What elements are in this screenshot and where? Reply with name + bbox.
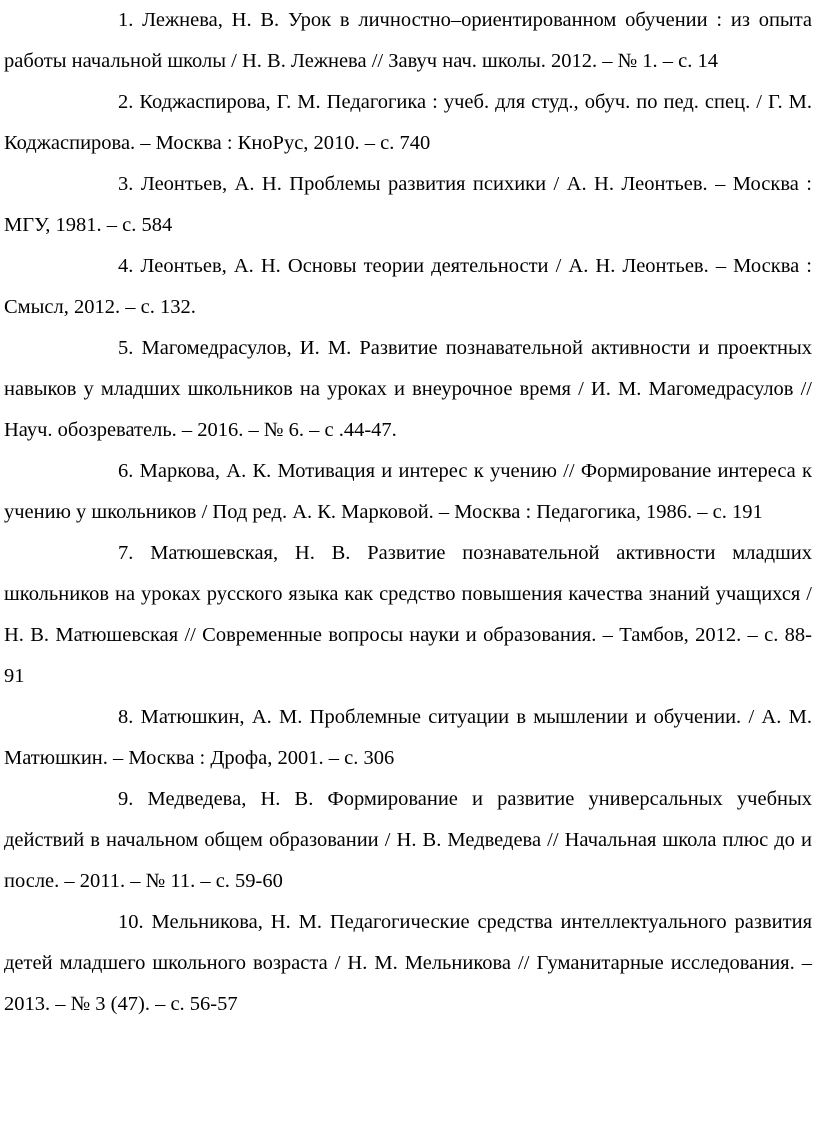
reference-text: Матюшкин, А. М. Проблемные ситуации в мышлении и обучении. / А. М. Матюшкин. – Москва : Дрофа, 2001. – с. 306	[4, 706, 812, 769]
reference-list	[4, 0, 812, 1025]
reference-item-2	[4, 82, 812, 164]
reference-number: 4.	[118, 255, 134, 277]
reference-number: 10.	[118, 911, 144, 933]
reference-text: Леонтьев, А. Н. Основы теории деятельности / А. Н. Леонтьев. – Москва : Смысл, 2012. – с. 132.	[4, 255, 812, 318]
reference-item-5	[4, 328, 812, 451]
reference-item-6	[4, 451, 812, 533]
reference-number: 9.	[118, 788, 134, 810]
reference-text: Лежнева, Н. В. Урок в личностно–ориентированном обучении : из опыта работы начальной школы / Н. В. Лежнева // Завуч нач. школы. 2012. – № 1. – с. 14	[4, 9, 812, 72]
reference-text: Магомедрасулов, И. М. Развитие познавательной активности и проектных навыков у младших школьников на уроках и внеурочное время / И. М. Магомедрасулов // Науч. обозреватель. – 2016. – № 6. – с .44-47.	[4, 337, 813, 441]
reference-item-8	[4, 697, 812, 779]
reference-item-3	[4, 164, 812, 246]
reference-text: Матюшевская, Н. В. Развитие познавательной активности младших школьников на уроках русского языка как средство повышения качества знаний учащихся / Н. В. Матюшевская // Современные вопросы науки и образования. – Тамбов, 2012. – с. 88-91	[4, 542, 813, 687]
reference-number: 3.	[118, 173, 134, 195]
reference-number: 5.	[118, 337, 134, 359]
reference-item-7	[4, 533, 812, 697]
reference-text: Маркова, А. К. Мотивация и интерес к учению // Формирование интереса к учению у школьников / Под ред. А. К. Марковой. – Москва : Педагогика, 1986. – с. 191	[4, 460, 812, 523]
reference-item-1	[4, 0, 812, 82]
reference-text: Коджаспирова, Г. М. Педагогика : учеб. для студ., обуч. по пед. спец. / Г. М. Коджаспирова. – Москва : КноРус, 2010. – с. 740	[4, 91, 812, 154]
reference-number: 1.	[118, 9, 134, 31]
reference-item-4	[4, 246, 812, 328]
reference-item-9	[4, 779, 812, 902]
reference-text: Мельникова, Н. М. Педагогические средства интеллектуального развития детей младшего школьного возраста / Н. М. Мельникова // Гуманитарные исследования. – 2013. – № 3 (47). – с. 56-57	[4, 911, 813, 1015]
reference-text: Леонтьев, А. Н. Проблемы развития психики / А. Н. Леонтьев. – Москва : МГУ, 1981. – с. 584	[4, 173, 812, 236]
reference-number: 8.	[118, 706, 134, 728]
reference-item-10	[4, 902, 812, 1025]
reference-text: Медведева, Н. В. Формирование и развитие универсальных учебных действий в начальном общем образовании / Н. В. Медведева // Начальная школа плюс до и после. – 2011. – № 11. – с. 59-60	[4, 788, 813, 892]
reference-number: 6.	[118, 460, 134, 482]
reference-number: 7.	[118, 542, 134, 564]
reference-number: 2.	[118, 91, 134, 113]
